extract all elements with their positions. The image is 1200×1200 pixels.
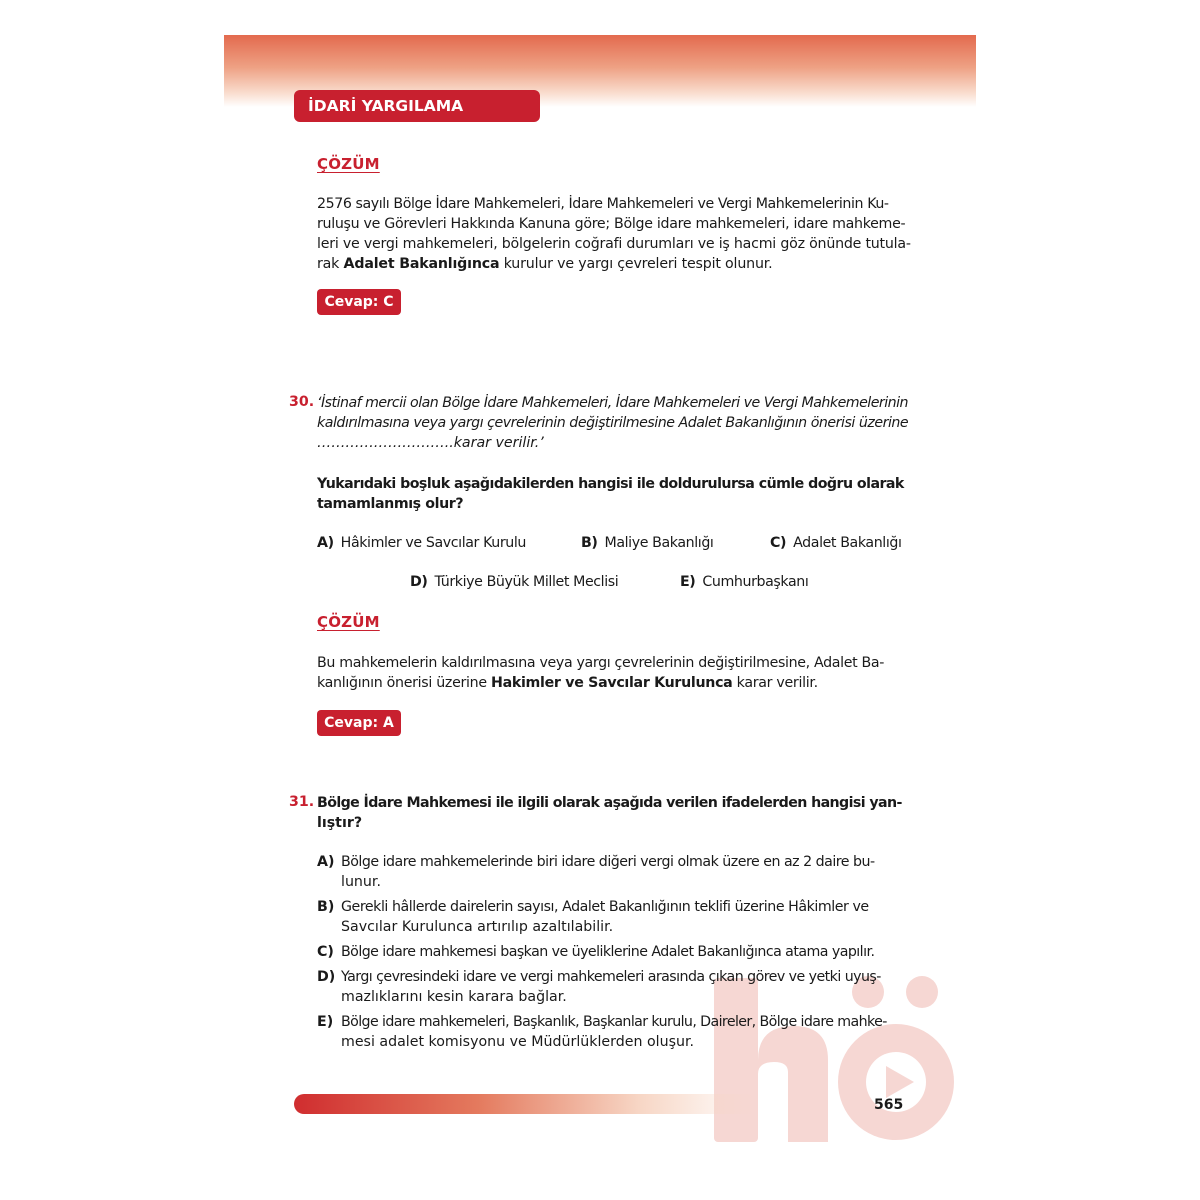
solution-heading: ÇÖZÜM <box>317 613 380 631</box>
question-prompt <box>317 474 906 514</box>
option-text: Türkiye Büyük Millet Meclisi <box>434 574 619 590</box>
prompt-line: Bölge İdare Mahkemesi ile ilgili olarak aşağıda verilen ifadelerden hangisi yan- <box>317 795 902 811</box>
quote-line: kaldırılmasına veya yargı çevrelerinin değiştirilmesine Adalet Bakanlığının önerisi üzerine <box>317 415 909 431</box>
option-text: Adalet Bakanlığı <box>793 535 902 551</box>
option-text: Maliye Bakanlığı <box>604 535 714 551</box>
subject-header-badge: İDARİ YARGILAMA HUKUKU <box>294 90 540 122</box>
option-letter: B) <box>317 899 335 915</box>
option-text: lunur. <box>341 874 381 890</box>
option-text: Yargı çevresindeki idare ve vergi mahkemeleri arasında çıkan görev ve yetki uyuş- <box>341 969 881 985</box>
option-text: Bölge idare mahkemelerinde biri idare diğeri vergi olmak üzere en az 2 daire bu- <box>341 854 875 870</box>
paragraph-line: Bu mahkemelerin kaldırılmasına veya yargı çevrelerinin değiştirilmesine, Adalet Ba- <box>317 655 885 671</box>
answer-badge: Cevap: C <box>317 289 401 315</box>
option-a[interactable] <box>317 852 906 892</box>
prompt-line: lıştır? <box>317 815 363 831</box>
option-e[interactable] <box>317 1012 906 1052</box>
solution-paragraph <box>317 194 911 274</box>
option-letter: D) <box>410 574 428 590</box>
option-e[interactable] <box>680 574 808 590</box>
option-letter: E) <box>317 1014 334 1030</box>
option-text: mesi adalet komisyonu ve Müdürlüklerden oluşur. <box>341 1034 695 1050</box>
option-letter: E) <box>680 574 696 590</box>
option-text: Cumhurbaşkanı <box>702 574 809 590</box>
question-quote <box>317 393 909 453</box>
page-number: 565 <box>874 1097 904 1113</box>
question-number: 30. <box>289 394 315 410</box>
option-letter: C) <box>770 535 787 551</box>
solution-heading: ÇÖZÜM <box>317 155 380 173</box>
paragraph-line: 2576 sayılı Bölge İdare Mahkemeleri, İdare Mahkemeleri ve Vergi Mahkemelerinin Ku- <box>317 196 889 212</box>
emphasis-text: Adalet Bakanlığınca <box>343 256 500 272</box>
option-letter: B) <box>581 535 598 551</box>
paragraph-line: kanlığının önerisi üzerine Hakimler ve Savcılar Kurulunca karar verilir. <box>317 675 818 691</box>
option-text: Savcılar Kurulunca artırılıp azaltılabilir. <box>341 919 614 935</box>
option-letter: C) <box>317 944 334 960</box>
option-text: Bölge idare mahkemesi başkan ve üyeliklerine Adalet Bakanlığınca atama yapılır. <box>341 944 875 960</box>
option-b[interactable] <box>581 535 713 551</box>
question-prompt <box>317 793 906 833</box>
option-c[interactable] <box>317 942 906 962</box>
option-letter: D) <box>317 969 336 985</box>
option-text: Hâkimler ve Savcılar Kurulu <box>340 535 527 551</box>
option-text: Gerekli hâllerde dairelerin sayısı, Adalet Bakanlığının teklifi üzerine Hâkimler ve <box>341 899 869 915</box>
prompt-line: tamamlanmış olur? <box>317 496 464 512</box>
option-b[interactable] <box>317 897 906 937</box>
quote-line: ‘İstinaf mercii olan Bölge İdare Mahkemeleri, İdare Mahkemeleri ve Vergi Mahkemelerinin <box>317 395 909 411</box>
option-d[interactable] <box>410 574 618 590</box>
option-c[interactable] <box>770 535 902 551</box>
emphasis-text: Hakimler ve Savcılar Kurulunca <box>491 675 733 691</box>
option-text: mazlıklarını kesin karara bağlar. <box>341 989 567 1005</box>
paragraph-line: ruluşu ve Görevleri Hakkında Kanuna göre; Bölge idare mahkemeleri, idare mahkeme- <box>317 216 906 232</box>
quote-line: ………………………..karar verilir.’ <box>317 435 544 451</box>
prompt-line: Yukarıdaki boşluk aşağıdakilerden hangisi ile doldurulursa cümle doğru olarak <box>317 476 904 492</box>
paragraph-line: leri ve vergi mahkemeleri, bölgelerin coğrafi durumları ve iş hacmi göz önünde tutula- <box>317 236 911 252</box>
solution-paragraph <box>317 653 906 693</box>
option-letter: A) <box>317 535 334 551</box>
answer-badge: Cevap: A <box>317 710 401 736</box>
option-d[interactable] <box>317 967 906 1007</box>
question-number: 31. <box>289 794 315 810</box>
paragraph-line: rak Adalet Bakanlığınca kurulur ve yargı çevreleri tespit olunur. <box>317 256 773 272</box>
option-letter: A) <box>317 854 335 870</box>
option-text: Bölge idare mahkemeleri, Başkanlık, Başkanlar kurulu, Daireler, Bölge idare mahke- <box>341 1014 887 1030</box>
bottom-gradient-band <box>294 1094 754 1114</box>
option-a[interactable] <box>317 535 526 551</box>
